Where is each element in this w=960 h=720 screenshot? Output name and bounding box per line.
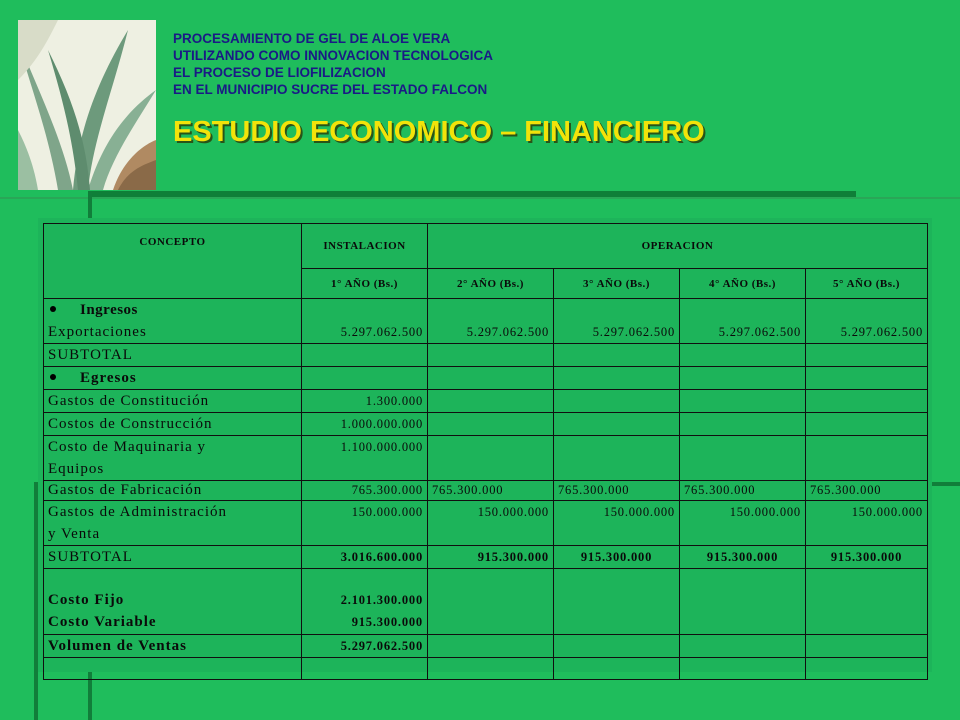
table-cell: 1.300.000 (302, 390, 428, 413)
table-cell (806, 658, 928, 680)
header-year-3: 3° AÑO (Bs.) (554, 269, 680, 299)
table-cell: 1.000.000.000 (302, 413, 428, 436)
row-label: Gastos de Constitución (44, 390, 302, 413)
header-year-5: 5° AÑO (Bs.) (806, 269, 928, 299)
row-label (44, 367, 302, 390)
row-label-line: Equipos (48, 461, 105, 477)
table-cell (554, 413, 680, 436)
header-operacion: OPERACION (428, 224, 928, 269)
decor-line (88, 191, 856, 197)
subtotal-label: SUBTOTAL (44, 344, 302, 367)
table-cell (680, 436, 806, 481)
table-row (44, 658, 928, 680)
table-cell: 915.300.000 (806, 546, 928, 569)
table-row (44, 635, 928, 658)
table-cell: 150.000.000 (806, 501, 928, 546)
row-label-line: Gastos de Administración (48, 504, 227, 520)
costo-fijo-value: 2.101.300.000 (340, 593, 423, 607)
table-cell: 150.000.000 (554, 501, 680, 546)
subtitle-line: EL PROCESO DE LIOFILIZACION (173, 65, 386, 80)
table-cell: 5.297.062.500 (302, 299, 428, 344)
table-cell (302, 658, 428, 680)
table-cell: 765.300.000 (554, 481, 680, 501)
table-row (44, 413, 928, 436)
subtotal-label: SUBTOTAL (44, 546, 302, 569)
ingresos-label: Ingresos (80, 302, 138, 318)
table-cell: 915.300.000 (428, 546, 554, 569)
table-row (44, 367, 928, 390)
row-label: Gastos de Fabricación (44, 481, 302, 501)
black-dot-bullet-icon (50, 306, 56, 312)
costo-variable-value: 915.300.000 (351, 615, 423, 629)
table-cell (554, 344, 680, 367)
table-cell (680, 658, 806, 680)
table-cell: 5.297.062.500 (302, 635, 428, 658)
table-cell (554, 367, 680, 390)
costo-variable-label: Costo Variable (48, 614, 157, 630)
table-cell (428, 635, 554, 658)
table-row (44, 344, 928, 367)
table-cell (806, 413, 928, 436)
row-label (44, 436, 302, 481)
aloe-vera-photo (18, 20, 156, 190)
table-cell: 765.300.000 (806, 481, 928, 501)
table-cell (680, 635, 806, 658)
table-cell (302, 367, 428, 390)
table-cell (806, 390, 928, 413)
table-cell (554, 635, 680, 658)
table-cell: 150.000.000 (302, 501, 428, 546)
table-row (44, 390, 928, 413)
table-cell (680, 367, 806, 390)
table-cell: 1.100.000.000 (302, 436, 428, 481)
page-title: ESTUDIO ECONOMICO – FINANCIERO (173, 116, 705, 148)
black-dot-bullet-icon (50, 374, 56, 380)
table-cell (428, 413, 554, 436)
table-cell: 765.300.000 (428, 481, 554, 501)
decor-line (0, 197, 960, 199)
row-label (44, 569, 302, 635)
egresos-label: Egresos (80, 370, 137, 386)
table-row (44, 569, 928, 635)
table-cell (428, 436, 554, 481)
header-year-1: 1° AÑO (Bs.) (302, 269, 428, 299)
table-cell: 5.297.062.500 (554, 299, 680, 344)
row-label-line: Costo de Maquinaria y (48, 439, 207, 455)
table-cell: 5.297.062.500 (806, 299, 928, 344)
costo-fijo-label: Costo Fijo (48, 592, 125, 608)
table-cell (806, 635, 928, 658)
header-year-4: 4° AÑO (Bs.) (680, 269, 806, 299)
row-label (44, 501, 302, 546)
table-cell (428, 344, 554, 367)
table-cell: 765.300.000 (680, 481, 806, 501)
table-cell (806, 569, 928, 635)
table-cell: 915.300.000 (554, 546, 680, 569)
table-row (44, 481, 928, 501)
table-cell (554, 390, 680, 413)
volumen-label: Volumen de Ventas (44, 635, 302, 658)
table-row (44, 299, 928, 344)
row-label-line: y Venta (48, 526, 101, 542)
table-cell (680, 569, 806, 635)
table-cell (680, 344, 806, 367)
table-row (44, 546, 928, 569)
table-cell: 915.300.000 (680, 546, 806, 569)
table-cell (302, 344, 428, 367)
table-cell (428, 367, 554, 390)
table-row (44, 436, 928, 481)
table-cell (806, 344, 928, 367)
financial-table-panel (38, 218, 932, 672)
subtitle-line: EN EL MUNICIPIO SUCRE DEL ESTADO FALCON (173, 82, 488, 97)
header-concepto: CONCEPTO (44, 224, 302, 299)
table-cell (806, 367, 928, 390)
table-cell (554, 569, 680, 635)
header-instalacion: INSTALACION (302, 224, 428, 269)
row-label (44, 299, 302, 344)
row-label: Costos de Construcción (44, 413, 302, 436)
table-cell (806, 436, 928, 481)
table-cell (44, 658, 302, 680)
table-cell: 765.300.000 (302, 481, 428, 501)
table-cell (554, 436, 680, 481)
table-cell (680, 390, 806, 413)
table-cell: 5.297.062.500 (680, 299, 806, 344)
table-row (44, 501, 928, 546)
table-cell (428, 658, 554, 680)
table-cell (554, 658, 680, 680)
table-cell (680, 413, 806, 436)
exportaciones-label: Exportaciones (48, 324, 147, 340)
subtitle-line: UTILIZANDO COMO INNOVACION TECNOLOGICA (173, 48, 493, 63)
table-cell: 150.000.000 (428, 501, 554, 546)
table-cell: 5.297.062.500 (428, 299, 554, 344)
table-cell (302, 569, 428, 635)
subtitle-line: PROCESAMIENTO DE GEL DE ALOE VERA (173, 31, 451, 46)
project-subtitle (173, 30, 493, 98)
table-cell: 150.000.000 (680, 501, 806, 546)
financial-table (43, 223, 928, 680)
table-cell: 3.016.600.000 (302, 546, 428, 569)
table-cell (428, 569, 554, 635)
table-header-row (44, 224, 928, 269)
header-year-2: 2° AÑO (Bs.) (428, 269, 554, 299)
table-cell (428, 390, 554, 413)
